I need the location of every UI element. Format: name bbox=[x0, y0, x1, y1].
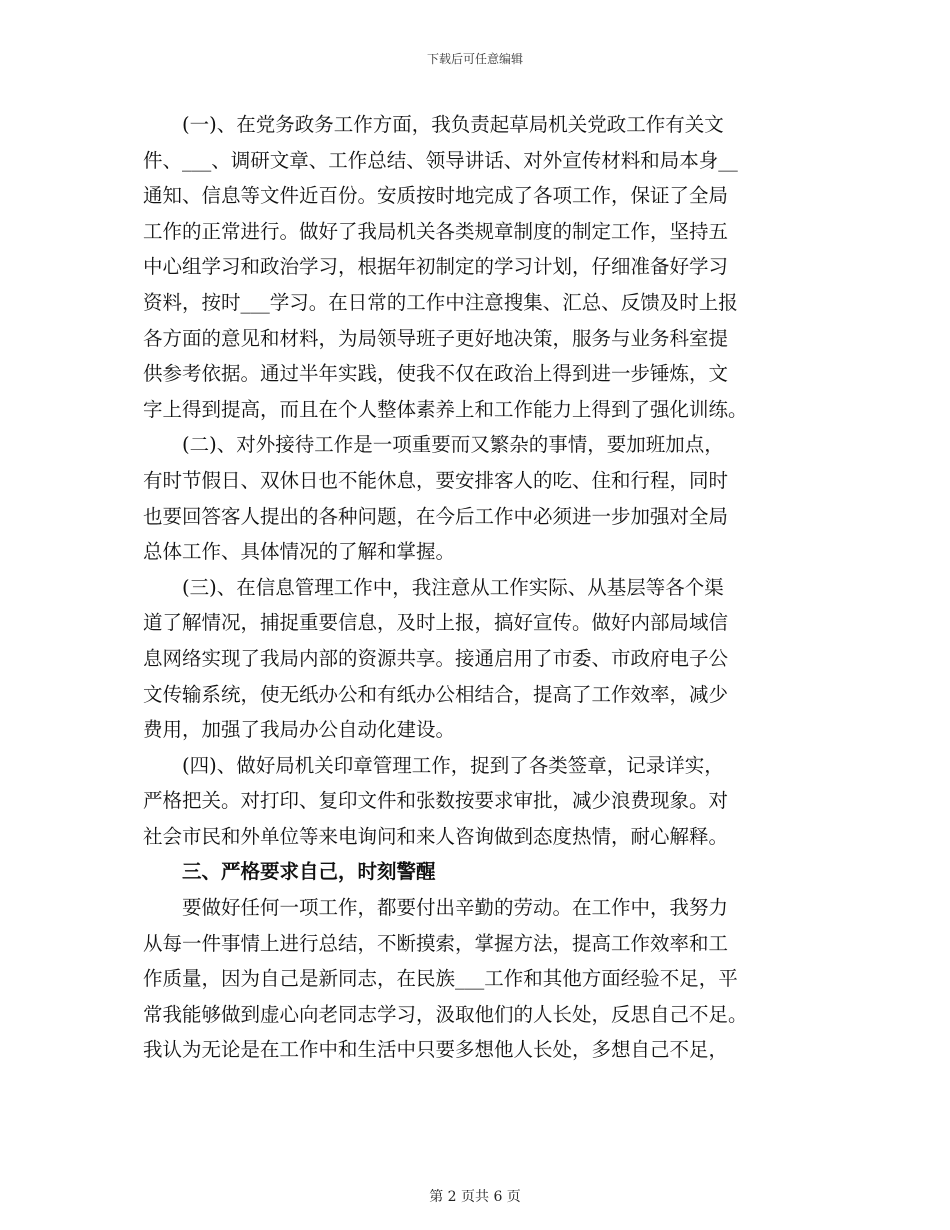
body-line: 作质量，因为自己是新同志，在民族___工作和其他方面经验不足，平 bbox=[143, 967, 738, 991]
body-line: 息网络实现了我局内部的资源共享。接通启用了市委、市政府电子公 bbox=[143, 646, 729, 670]
body-line: 常我能够做到虚心向老同志学习，汲取他们的人长处，反思自己不足。 bbox=[143, 1002, 748, 1026]
body-line: 件、___、调研文章、工作总结、领导讲话、对外宣传材料和局本身__ bbox=[143, 148, 738, 172]
body-line: 费用，加强了我局办公自动化建设。 bbox=[143, 718, 456, 742]
body-line: 通知、信息等文件近百份。安质按时地完成了各项工作，保证了全局 bbox=[143, 184, 729, 208]
page-header: 下载后可任意编辑 bbox=[426, 52, 523, 66]
body-line: 字上得到提高，而且在个人整体素养上和工作能力上得到了强化训练。 bbox=[143, 397, 748, 421]
body-line: 文传输系统，使无纸办公和有纸办公相结合，提高了工作效率，减少 bbox=[143, 682, 729, 706]
body-line: 从每一件事情上进行总结，不断摸索，掌握方法，提高工作效率和工 bbox=[143, 931, 729, 955]
body-line: (一)、在党务政务工作方面，我负责起草局机关党政工作有关文 bbox=[143, 113, 724, 136]
body-line: 总体工作、具体情况的了解和掌握。 bbox=[143, 540, 456, 564]
body-line: 严格把关。对打印、复印文件和张数按要求审批，减少浪费现象。对 bbox=[143, 789, 729, 813]
body-line: (三)、在信息管理工作中，我注意从工作实际、从基层等各个渠 bbox=[143, 575, 724, 599]
body-line: 各方面的意见和材料，为局领导班子更好地决策，服务与业务科室提 bbox=[143, 326, 729, 350]
body-line: 要做好任何一项工作，都要付出辛勤的劳动。在工作中，我努力 bbox=[143, 896, 729, 920]
body-line: 工作的正常进行。做好了我局机关各类规章制度的制定工作，坚持五 bbox=[143, 219, 729, 243]
body-line: (四)、做好局机关印章管理工作，捉到了各类签章，记录详实， bbox=[143, 753, 724, 777]
body-line: 社会市民和外单位等来电询问和来人咨询做到态度热情，耐心解释。 bbox=[143, 824, 729, 848]
body-line: 供参考依据。通过半年实践，使我不仅在政治上得到进一步锤炼，文 bbox=[143, 362, 729, 386]
body-line: 资料，按时___学习。在日常的工作中注意搜集、汇总、反馈及时上报 bbox=[143, 290, 738, 314]
body-line: 中心组学习和政治学习，根据年初制定的学习计划，仔细准备好学习 bbox=[143, 255, 729, 279]
section-heading: 三、严格要求自己，时刻警醒 bbox=[143, 860, 436, 884]
page-number: 第 2 页共 6 页 bbox=[429, 1189, 521, 1205]
body-line: 道了解情况，捕捉重要信息，及时上报，搞好宣传。做好内部局域信 bbox=[143, 611, 729, 635]
body-line: 也要回答客人提出的各种问题，在今后工作中必须进一步加强对全局 bbox=[143, 504, 729, 528]
body-line: (二)、对外接待工作是一项重要而又繁杂的事情，要加班加点， bbox=[143, 433, 724, 457]
document-body bbox=[143, 107, 807, 1068]
body-line: 有时节假日、双休日也不能休息，要安排客人的吃、住和行程，同时 bbox=[143, 468, 729, 492]
body-line: 我认为无论是在工作中和生活中只要多想他人长处，多想自己不足， bbox=[143, 1038, 729, 1062]
